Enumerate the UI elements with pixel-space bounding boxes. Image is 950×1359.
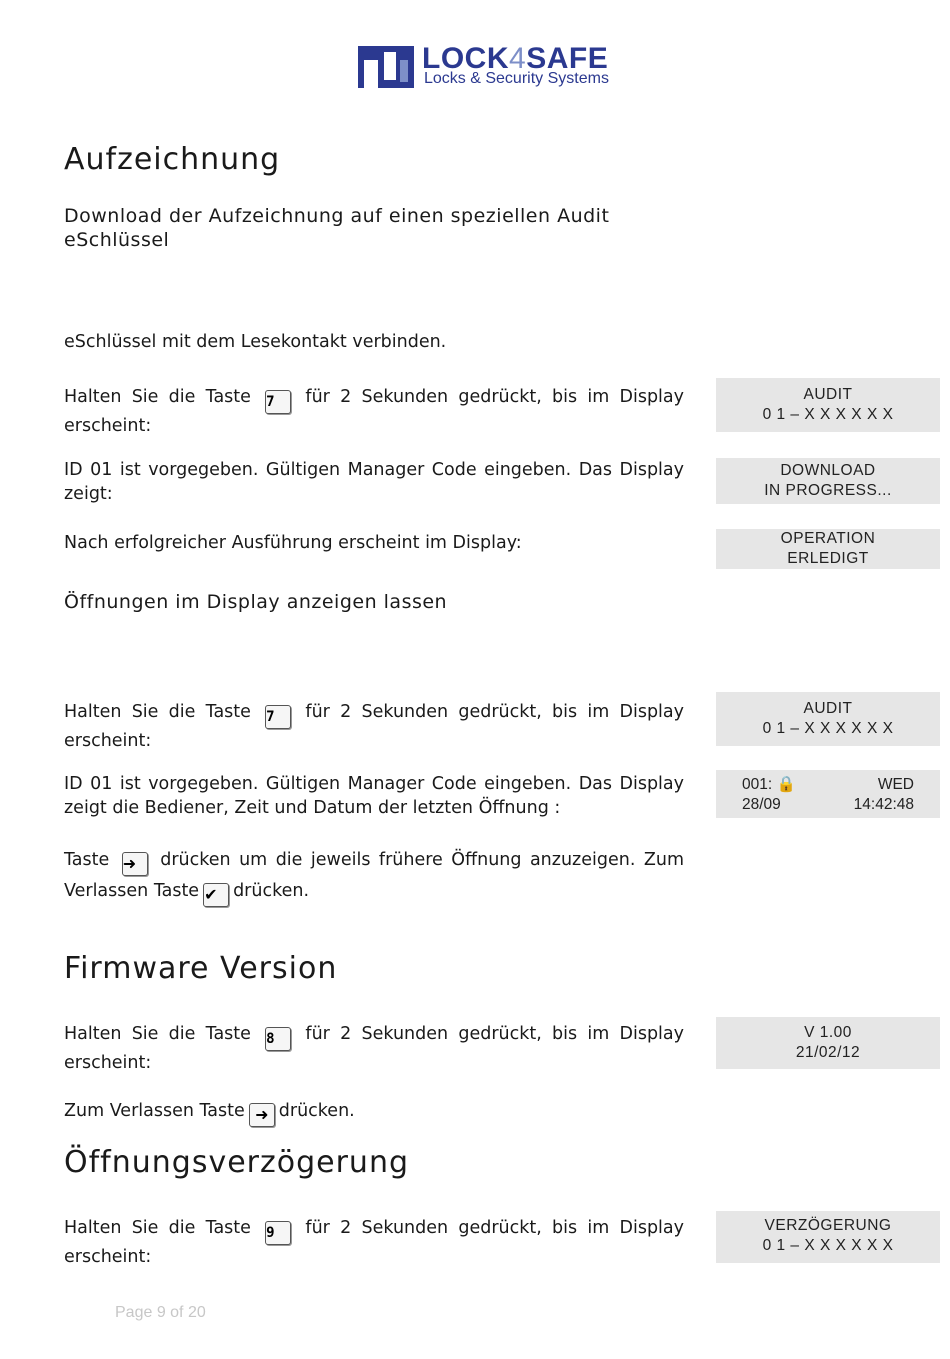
step-hold-key-8: Halten Sie die Taste 8 für 2 Sekunden gedrückt, bis im Display erscheint: bbox=[64, 1024, 684, 1073]
key-8-icon: 8 bbox=[265, 1027, 291, 1051]
arrow-right-key-icon: ➜ bbox=[122, 852, 148, 876]
step-exit-firmware: Zum Verlassen Taste ➜ drücken. bbox=[64, 1096, 355, 1127]
step-success: Nach erfolgreicher Ausführung erscheint im Display: bbox=[64, 533, 522, 553]
section-subtitle-download: Download der Aufzeichnung auf einen speziellen Audit eSchlüssel bbox=[64, 205, 610, 251]
display-last-opening: 001: 🔒 WED 28/09 14:42:48 bbox=[716, 770, 940, 818]
step-connect-key: eSchlüssel mit dem Lesekontakt verbinden. bbox=[64, 332, 447, 352]
display-audit-openings: AUDIT 0 1 – X X X X X X bbox=[716, 692, 940, 746]
logo-mark-icon bbox=[358, 46, 414, 88]
step-browse-openings: Taste ➜ drücken um die jeweils frühere Öffnung anzuzeigen. Zum Verlassen Taste ✔ drücken. bbox=[64, 845, 684, 907]
checkmark-key-icon: ✔ bbox=[203, 883, 229, 907]
key-7-icon: 7 bbox=[265, 705, 291, 729]
display-erledigt: OPERATION ERLEDIGT bbox=[716, 529, 940, 569]
key-7-icon: 7 bbox=[265, 390, 291, 414]
section-title-verzoegerung: Öffnungsverzögerung bbox=[64, 1145, 410, 1180]
section-title-aufzeichnung: Aufzeichnung bbox=[64, 142, 281, 177]
logo-tagline: Locks & Security Systems bbox=[424, 70, 609, 87]
lock-icon: 🔒 bbox=[776, 776, 796, 793]
arrow-right-key-icon: ➜ bbox=[249, 1103, 275, 1127]
key-9-icon: 9 bbox=[265, 1221, 291, 1245]
display-delay: VERZÖGERUNG 0 1 – X X X X X X bbox=[716, 1211, 940, 1263]
step-hold-key-7: Halten Sie die Taste 7 für 2 Sekunden gedrückt, bis im Display erscheint: bbox=[64, 387, 684, 436]
section-title-oeffnungen: Öffnungen im Display anzeigen lassen bbox=[64, 591, 448, 613]
display-version: V 1.00 21/02/12 bbox=[716, 1017, 940, 1069]
step-hold-key-7-openings: Halten Sie die Taste 7 für 2 Sekunden gedrückt, bis im Display erscheint: bbox=[64, 702, 684, 751]
step-manager-code-openings: ID 01 ist vorgegeben. Gültigen Manager Code eingeben. Das Display zeigt die Bediener, Zeit und Datum der letzten Öffnung : bbox=[64, 774, 684, 818]
step-hold-key-9: Halten Sie die Taste 9 für 2 Sekunden gedrückt, bis im Display erscheint: bbox=[64, 1218, 684, 1267]
company-logo bbox=[358, 44, 642, 90]
display-audit: AUDIT 0 1 – X X X X X X bbox=[716, 378, 940, 432]
step-manager-code: ID 01 ist vorgegeben. Gültigen Manager Code eingeben. Das Display zeigt: bbox=[64, 460, 684, 504]
display-download: DOWNLOAD IN PROGRESS... bbox=[716, 458, 940, 504]
logo-brand: LOCK4SAFE bbox=[422, 42, 609, 75]
page-number: Page 9 of 20 bbox=[115, 1304, 206, 1321]
section-title-firmware: Firmware Version bbox=[64, 951, 338, 986]
